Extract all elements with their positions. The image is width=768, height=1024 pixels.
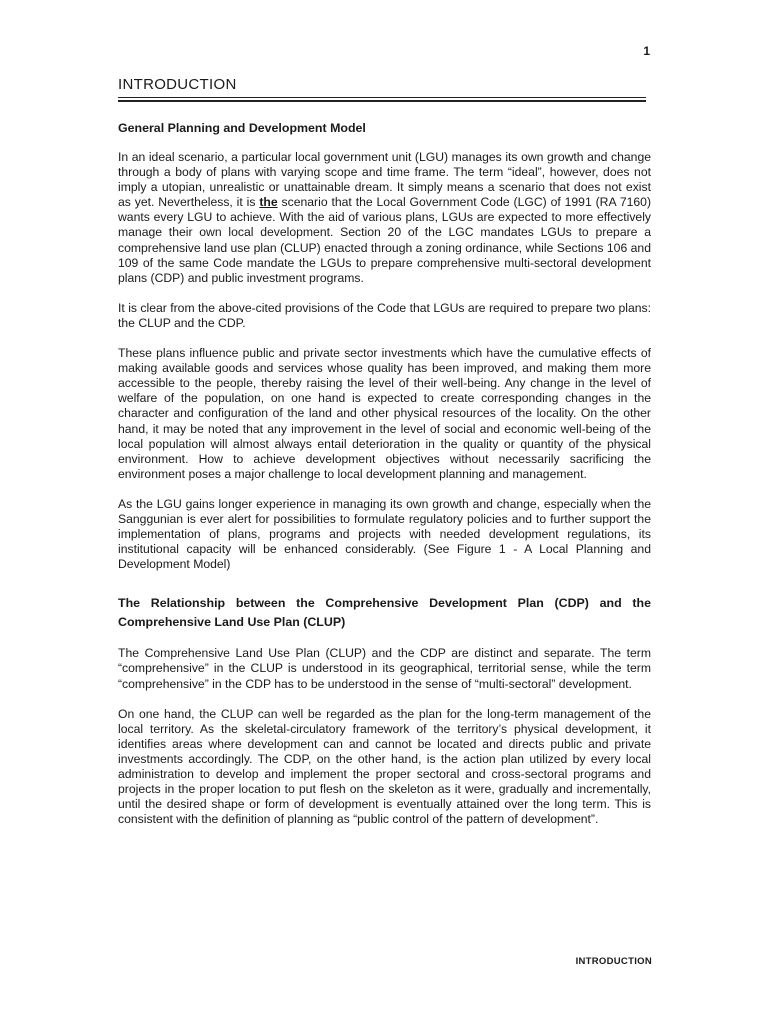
heading-rule: [118, 97, 646, 98]
paragraph-1-part-b: scenario that the Local Government Code (LGC) of 1991 (RA 7160) wants every LGU to achieve. With the aid of various plans, LGUs are expected to more effectively manage their own local development. Section 20 of the LGC mandates LGUs to prepare a comprehensive land use plan (CLUP) enacted through a zoning ordinance, while Sections 106 and 109 of the same Code mandate the LGUs to prepare comprehensive multi-sectoral development plans (CDP) and public investment programs.: [118, 195, 651, 285]
heading-general-planning: General Planning and Development Model: [118, 121, 366, 135]
document-body: [118, 121, 651, 842]
heading-cdp-clup-relationship: The Relationship between the Comprehensive Development Plan (CDP) and the Comprehensive Land Use Plan (CLUP): [118, 596, 651, 630]
paragraph-1-part-a: In an ideal scenario, a particular local government unit (LGU) manages its own growth and change through a body of plans with varying scope and time frame. The term “ideal”, however, does not imply a utopian, unrealistic or unattainable dream. It simply means a scenario that does not exist as yet. Nevertheless, it is: [118, 150, 651, 210]
page-number: 1: [643, 44, 650, 58]
paragraph-6: On one hand, the CLUP can well be regarded as the plan for the long-term management of the local territory. As the skeletal-circulatory framework of the territory’s physical development, it identifies areas where development can and cannot be located and directs public and private investments accordingly. The CDP, on the other hand, is the action plan utilized by every local administration to develop and implement the proper sectoral and cross-sectoral programs and projects in the proper location to put flesh on the skeleton as it were, gradually and incrementally, until the desired shape or form of development is eventually attained over the long term. This is consistent with the definition of planning as “public control of the pattern of development”.: [118, 706, 651, 827]
paragraph-3: These plans influence public and private sector investments which have the cumulative effects of making available goods and services whose quality has been improved, and making them more accessible to the people, thereby raising the level of their well-being. Any change in the level of welfare of the population, on one hand is expected to create corresponding changes in the character and configuration of the land and other physical resources of the locality. On the other hand, it may be noted that any improvement in the level of social and economic well-being of the local population will almost always entail deterioration in the quality or quantity of the physical environment. How to achieve development objectives without necessarily sacrificing the environment poses a major challenge to local development planning and management.: [118, 346, 651, 481]
paragraph-2: It is clear from the above-cited provisions of the Code that LGUs are required to prepare two plans: the CLUP and the CDP.: [118, 300, 651, 330]
paragraph-4: As the LGU gains longer experience in managing its own growth and change, especially when the Sanggunian is ever alert for possibilities to formulate regulatory policies and to further support the implementation of plans, programs and projects with needed development regulations, its institutional capacity will be enhanced considerably. (See Figure 1 - A Local Planning and Development Model): [118, 496, 651, 572]
paragraph-1: [118, 150, 651, 286]
footer-label: INTRODUCTION: [575, 956, 652, 967]
paragraph-5: The Comprehensive Land Use Plan (CLUP) and the CDP are distinct and separate. The term “comprehensive” in the CLUP is understood in its geographical, territorial sense, while the term “comprehensive” in the CDP has to be understood in the sense of “multi-sectoral” development.: [118, 646, 651, 691]
section-heading: INTRODUCTION: [118, 76, 237, 93]
emphasis-the: the: [259, 195, 278, 210]
